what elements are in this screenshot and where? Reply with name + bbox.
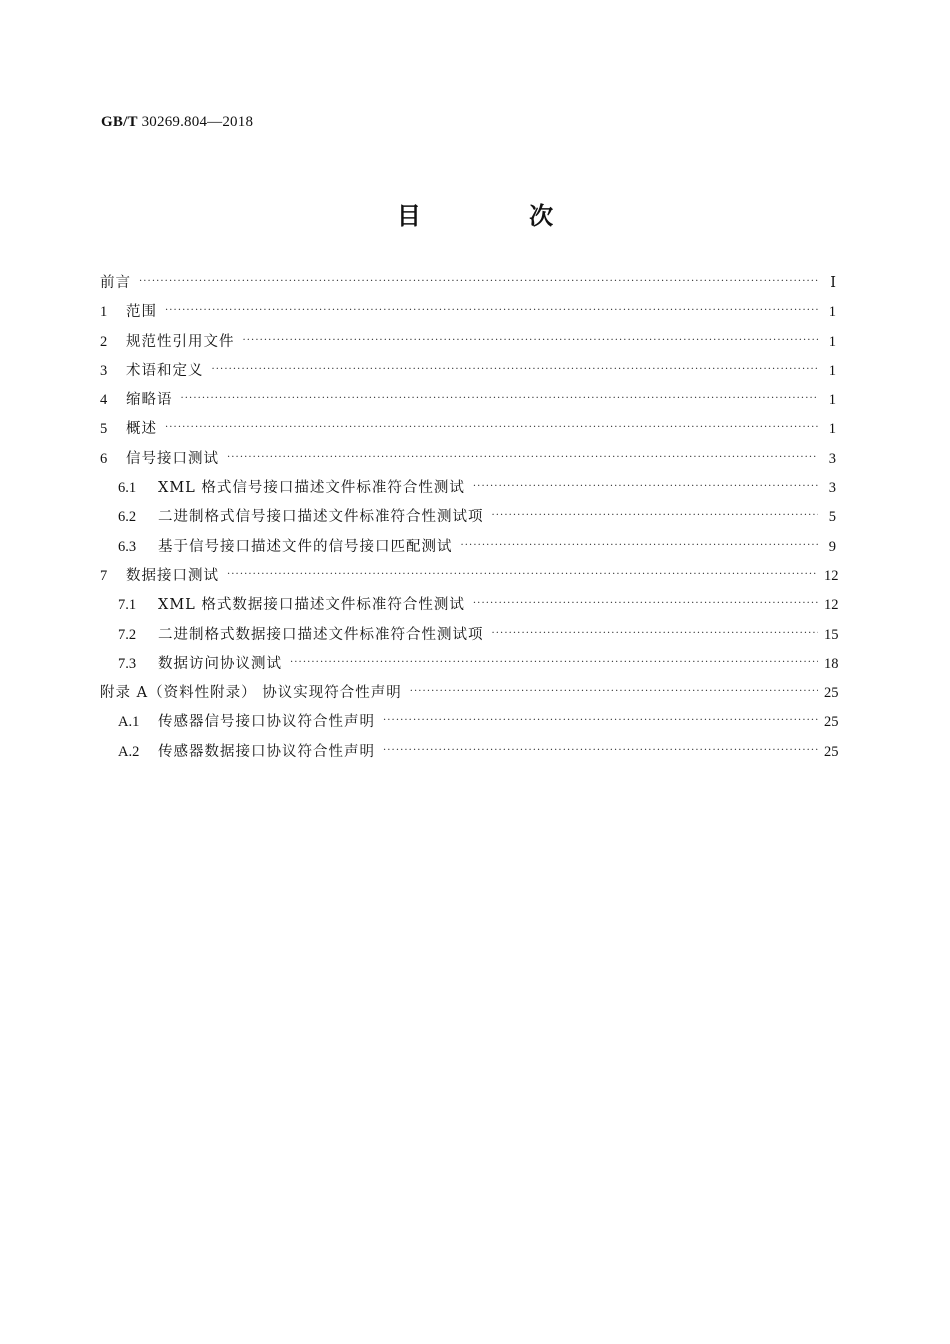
toc-leader-dots	[473, 481, 818, 492]
toc-entry-label: 二进制格式信号接口描述文件标准符合性测试项	[158, 509, 484, 526]
toc-entry-label: 概述	[126, 421, 157, 438]
toc-leader-dots	[492, 510, 819, 521]
toc-leader-dots	[383, 745, 818, 756]
toc-entry[interactable]	[100, 476, 836, 505]
toc-entry[interactable]	[100, 593, 839, 622]
toc-entry-label: 信号接口测试	[126, 450, 219, 467]
standard-prefix: GB/T	[101, 114, 138, 130]
toc-entry-label: XML 格式数据接口描述文件标准符合性测试	[158, 597, 465, 614]
toc-entry[interactable]	[100, 564, 839, 593]
toc-entry-page: 12	[824, 567, 839, 584]
toc-entry[interactable]	[100, 271, 836, 300]
toc-entry-page: 1	[828, 333, 836, 350]
toc-entry-number: 7.3	[118, 655, 137, 672]
toc-entry-label: 附录 A（资料性附录） 协议实现符合性声明	[100, 685, 402, 702]
toc-entry[interactable]	[100, 681, 839, 710]
toc-entry-page: 12	[824, 597, 839, 614]
toc-entry-label: XML 格式信号接口描述文件标准符合性测试	[158, 480, 465, 497]
toc-leader-dots	[410, 686, 818, 697]
toc-entry-page: 5	[828, 509, 836, 526]
toc-entry-page: 25	[824, 714, 839, 731]
toc-entry-label: 缩略语	[126, 392, 173, 409]
toc-entry[interactable]	[100, 330, 836, 359]
toc-entry[interactable]	[100, 535, 836, 564]
toc-entry-label: 传感器数据接口协议符合性声明	[158, 743, 375, 760]
toc-entry-number: 6.1	[118, 480, 137, 497]
toc-entry-page: 15	[824, 626, 839, 643]
toc-entry-label: 数据接口测试	[126, 567, 219, 584]
toc-leader-dots	[492, 628, 819, 639]
toc-entry[interactable]	[100, 300, 836, 329]
toc-entry[interactable]	[100, 359, 836, 388]
toc-leader-dots	[461, 540, 819, 551]
toc-entry[interactable]	[100, 505, 836, 534]
toc-entry-number: 2	[100, 333, 108, 350]
page-title: 目 次	[396, 202, 604, 230]
toc-leader-dots	[181, 393, 819, 404]
toc-entry-number: 6.2	[118, 509, 137, 526]
toc-entry-label: 数据访问协议测试	[158, 655, 282, 672]
toc-entry-page: 3	[828, 480, 836, 497]
standard-number: 30269.804—2018	[141, 114, 254, 130]
toc-leader-dots	[290, 657, 818, 668]
toc-entry-number: 5	[100, 421, 108, 438]
toc-entry-number: 4	[100, 392, 108, 409]
toc-entry[interactable]	[100, 710, 839, 739]
toc-entry-page: 1	[828, 362, 836, 379]
toc-entry-number: 7.1	[118, 597, 137, 614]
toc-leader-dots	[212, 364, 819, 375]
toc-entry-label: 术语和定义	[126, 362, 204, 379]
toc-entry-number: A.1	[118, 714, 140, 731]
toc-leader-dots	[227, 452, 818, 463]
toc-entry-number: A.2	[118, 743, 140, 760]
toc-entry-number: 1	[100, 304, 108, 321]
toc-entry[interactable]	[100, 417, 836, 446]
toc-entry[interactable]	[100, 740, 839, 769]
toc-entry-number: 7.2	[118, 626, 137, 643]
toc-entry-number: 6	[100, 450, 108, 467]
toc-entry[interactable]	[100, 652, 839, 681]
toc-leader-dots	[165, 305, 818, 316]
standard-code	[101, 114, 253, 131]
toc-entry-page: 3	[828, 450, 836, 467]
toc-entry[interactable]	[100, 623, 839, 652]
toc-leader-dots	[227, 569, 818, 580]
toc-leader-dots	[139, 276, 818, 287]
toc-entry-label: 二进制格式数据接口描述文件标准符合性测试项	[158, 626, 484, 643]
toc-entry-number: 3	[100, 362, 108, 379]
toc-entry-page: Ⅰ	[830, 275, 836, 291]
table-of-contents	[100, 271, 839, 769]
toc-entry-label: 传感器信号接口协议符合性声明	[158, 714, 375, 731]
toc-entry-page: 18	[824, 655, 839, 672]
toc-entry-page: 1	[828, 392, 836, 409]
toc-entry-number: 6.3	[118, 538, 137, 555]
toc-entry-page: 25	[824, 743, 839, 760]
toc-leader-dots	[473, 598, 818, 609]
toc-entry-label: 范围	[126, 304, 157, 321]
toc-leader-dots	[383, 715, 818, 726]
toc-entry-label: 前言	[100, 275, 131, 291]
toc-leader-dots	[165, 422, 818, 433]
toc-entry-label: 基于信号接口描述文件的信号接口匹配测试	[158, 538, 453, 555]
toc-entry-page: 1	[828, 304, 836, 321]
toc-entry-label: 规范性引用文件	[126, 333, 235, 350]
toc-entry[interactable]	[100, 388, 836, 417]
toc-entry-number: 7	[100, 567, 108, 584]
toc-entry-page: 1	[828, 421, 836, 438]
toc-entry-page: 9	[828, 538, 836, 555]
toc-entry-page: 25	[824, 685, 839, 702]
toc-leader-dots	[243, 335, 819, 346]
toc-entry[interactable]	[100, 447, 836, 476]
